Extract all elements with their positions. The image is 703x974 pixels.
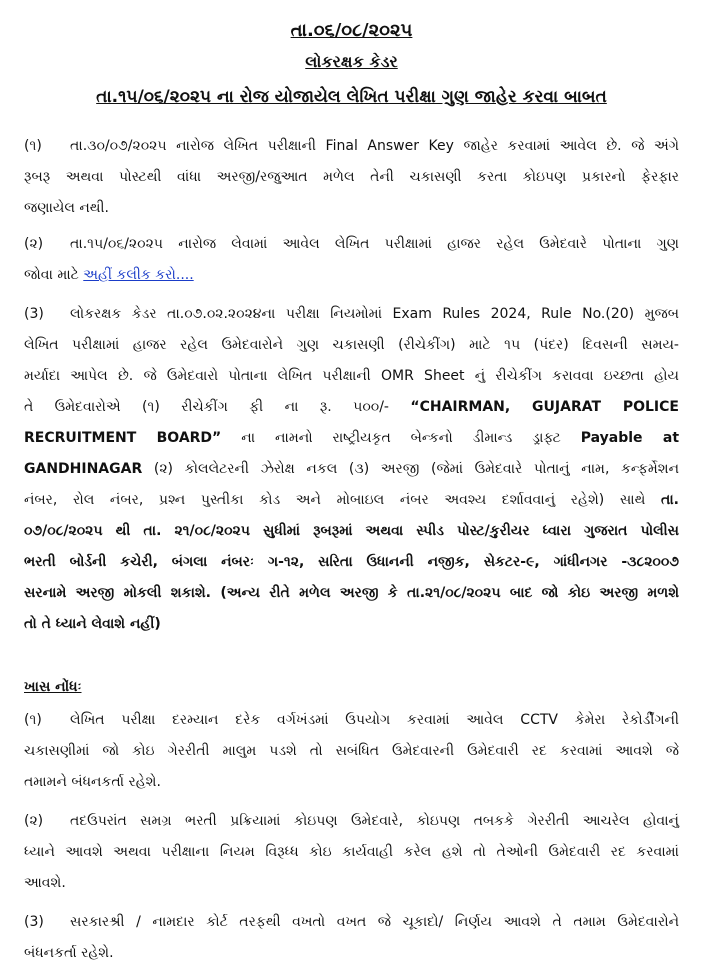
notice-date: તા.૦૬/૦૮/૨૦૨૫ — [290, 20, 413, 41]
special-note-title: ખાસ નોંધઃ — [24, 679, 82, 695]
paragraph-number: (૧) — [24, 138, 42, 154]
subject-title: તા.૧૫/૦૬/૨૦૨૫ ના રોજ યોજાયેલ લેખિત પરીક્ષા ગુણ જાહેર કરવા બાબત — [96, 87, 607, 107]
paragraph-number: (3) — [24, 306, 44, 322]
cadre-title: લોકરક્ષક કેડર — [305, 52, 398, 71]
view-marks-link[interactable]: અહીં કલીક કરો.... — [83, 267, 194, 283]
note-number: (3) — [24, 914, 44, 930]
note-number: (૧) — [24, 712, 42, 728]
paragraph-number: (૨) — [24, 236, 44, 252]
note-number: (૨) — [24, 813, 44, 829]
